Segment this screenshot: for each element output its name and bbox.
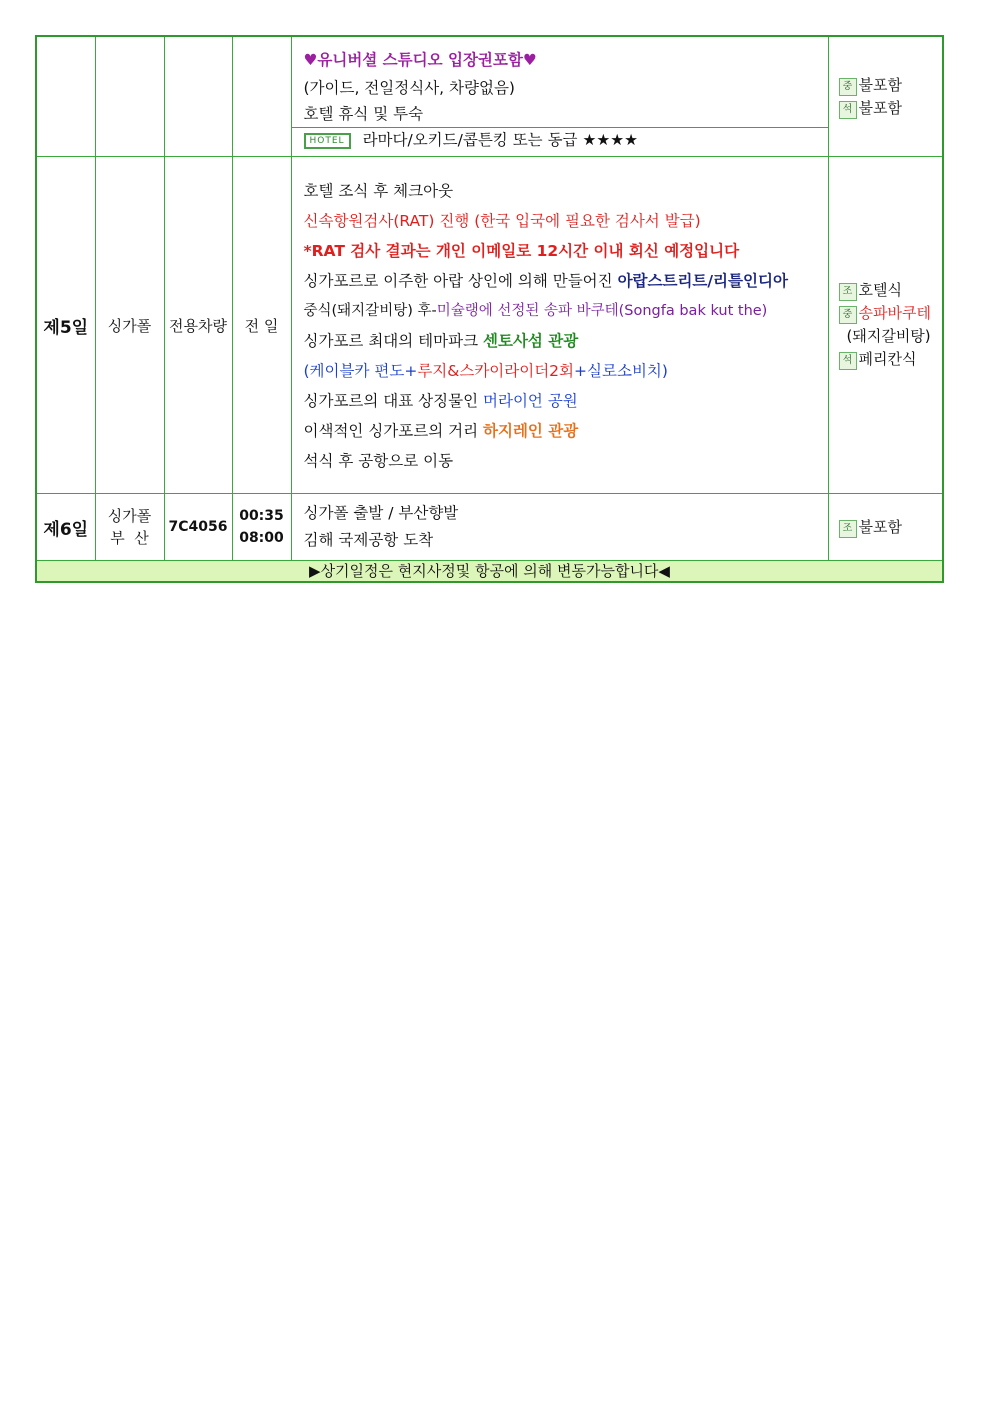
meal-breakfast [829, 516, 943, 539]
day6-time [232, 494, 291, 561]
lunch-mark-icon: 중 [839, 78, 857, 96]
day5-line-cablecar-a: (케이블카 편도+ [303, 362, 418, 380]
day6-meal-cell [828, 494, 943, 561]
meal-lunch [829, 302, 943, 325]
day5-transport: 전용차량 [164, 157, 232, 494]
day6-schedule-cell [291, 494, 828, 561]
day5-line-haji-a: 이색적인 싱가포르의 거리 [303, 422, 483, 440]
day5-row [36, 157, 943, 494]
meal-lunch-note: (돼지갈비탕) [846, 327, 931, 345]
day5-line-haji [292, 416, 828, 446]
day5-line-sentosa-a: 싱가포르 최대의 테마파크 [303, 332, 483, 350]
day5-schedule-cell [291, 157, 828, 494]
footer-note: ▶상기일정은 현지사정및 항공에 의해 변동가능합니다◀ [36, 561, 943, 583]
dinner-mark-icon: 석 [839, 352, 857, 370]
day6-flight: 7C4056 [164, 494, 232, 561]
day5-line-sentosa [292, 326, 828, 356]
day4-time-cell [232, 36, 291, 157]
dinner-mark-icon: 석 [839, 101, 857, 119]
day5-line-rat-note: *RAT 검사 결과는 개인 이메일로 12시간 이내 회신 예정입니다 [303, 242, 740, 260]
lunch-mark-icon: 중 [839, 306, 857, 324]
day6-city-dest: 부 산 [110, 529, 149, 547]
meal-lunch-text: 송파바쿠테 [858, 304, 931, 322]
day5-line-sentosa-b: 센토사섬 관광 [483, 332, 579, 350]
meal-breakfast-text: 불포함 [858, 517, 902, 536]
day4-transport-cell [164, 36, 232, 157]
hotel-line [292, 127, 828, 152]
day5-line-cablecar-b: 루지&스카이라이더2회 [417, 362, 575, 380]
meal-breakfast [829, 279, 943, 302]
universal-highlight: ♥유니버셜 스튜디오 입장권포함♥ [303, 51, 537, 69]
footer-row [36, 561, 943, 583]
meal-lunch-text: 불포함 [858, 75, 902, 94]
day6-time-depart: 00:35 [239, 508, 284, 524]
meal-dinner-text: 불포함 [858, 98, 902, 117]
day5-day: 제5일 [36, 157, 95, 494]
hotel-badge-icon: HOTEL [304, 133, 351, 149]
breakfast-mark-icon: 조 [839, 283, 857, 301]
meal-dinner [829, 97, 943, 120]
meal-breakfast-text: 호텔식 [858, 281, 902, 299]
hotel-text: 라마다/오키드/콥튼킹 또는 동급 ★★★★ [362, 131, 639, 149]
day5-line-lunch-b: 미슐랭에 선정된 송파 바쿠테(Songfa bak kut the) [436, 303, 768, 319]
day5-line-cablecar [292, 356, 828, 386]
day6-row [36, 494, 943, 561]
itinerary-table [35, 35, 942, 583]
day4-row [36, 36, 943, 157]
day6-line2: 김해 국제공항 도착 [303, 531, 434, 549]
day4-day-cell [36, 36, 95, 157]
meal-dinner-text: 페리칸식 [858, 350, 917, 368]
day5-line-arab [292, 266, 828, 296]
day5-line-merlion-a: 싱가포르의 대표 상징물인 [303, 392, 483, 410]
day4-city-cell [95, 36, 164, 157]
day5-line-arab-b: 아랍스트리트/리틀인디아 [617, 272, 788, 290]
day5-line-cablecar-c: +실로소비치) [574, 362, 668, 380]
day5-line-arab-a: 싱가포르로 이주한 아랍 상인에 의해 만들어진 [303, 272, 618, 290]
day6-line1: 싱가폴 출발 / 부산향발 [303, 504, 459, 522]
day4-line1: (가이드, 전일정식사, 차량없음) [303, 79, 515, 97]
meal-dinner [829, 348, 943, 371]
day5-line-checkout: 호텔 조식 후 체크아웃 [303, 182, 454, 200]
day6-city [95, 494, 164, 561]
day4-line2: 호텔 휴식 및 투숙 [303, 105, 424, 123]
day5-meal-cell [828, 157, 943, 494]
day5-city: 싱가폴 [95, 157, 164, 494]
day5-line-lunch-a: 중식(돼지갈비탕) 후- [303, 303, 437, 319]
day6-city-origin: 싱가폴 [107, 507, 152, 525]
day5-line-haji-b: 하지레인 관광 [483, 422, 579, 440]
day4-meal-cell [828, 36, 943, 157]
breakfast-mark-icon: 조 [839, 520, 857, 538]
day4-schedule-cell [291, 36, 828, 157]
day5-line-merlion [292, 386, 828, 416]
day5-line-rat: 신속항원검사(RAT) 진행 (한국 입국에 필요한 검사서 발급) [303, 212, 701, 230]
day5-time: 전 일 [232, 157, 291, 494]
meal-lunch [829, 74, 943, 97]
day5-line-merlion-b: 머라이언 공원 [483, 392, 578, 410]
day5-line-airport: 석식 후 공항으로 이동 [303, 452, 454, 470]
day6-time-arrive: 08:00 [239, 530, 284, 546]
day6-day: 제6일 [36, 494, 95, 561]
day5-line-lunch [292, 296, 828, 326]
